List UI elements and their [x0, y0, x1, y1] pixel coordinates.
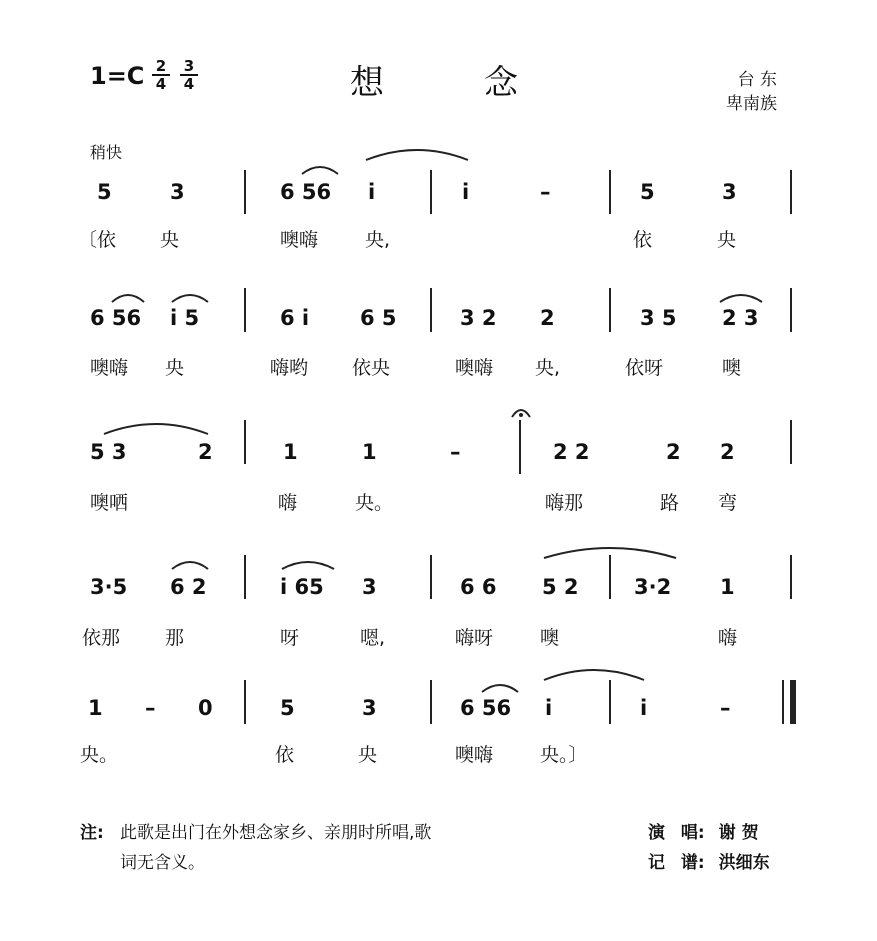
- barline: [244, 680, 246, 724]
- tempo-marking: 稍快: [90, 143, 123, 162]
- lyric: 央。〕: [540, 744, 588, 766]
- tie: [540, 660, 648, 684]
- origin-line-2: 卑南族: [726, 94, 777, 114]
- lyric: 依: [275, 744, 295, 766]
- barline: [430, 555, 432, 599]
- slur: [480, 678, 520, 694]
- lyric: 央: [717, 229, 737, 251]
- note: 5 3: [90, 440, 127, 464]
- credit-transcriber-label-2: 谱:: [680, 853, 705, 873]
- lyric: 噢嗨: [455, 744, 494, 766]
- note: i: [545, 696, 553, 720]
- barline: [244, 555, 246, 599]
- lyric: 噢哂: [90, 492, 129, 514]
- note: 2: [720, 440, 735, 464]
- note: 6 5: [360, 306, 397, 330]
- note: 3: [362, 696, 377, 720]
- note: –: [720, 696, 731, 720]
- lyric: 依: [633, 229, 653, 251]
- note: 2 2: [553, 440, 590, 464]
- note: 2: [540, 306, 555, 330]
- origin-line-1: 台 东: [737, 70, 777, 90]
- barline: [430, 680, 432, 724]
- note: 6 56: [460, 696, 512, 720]
- note: 1: [362, 440, 377, 464]
- slur: [170, 288, 210, 304]
- note: 6 56: [90, 306, 142, 330]
- lyric: 嗨那: [545, 492, 584, 514]
- slur: [718, 288, 764, 304]
- lyric: 噢嗨: [455, 357, 494, 379]
- note: i: [462, 180, 470, 204]
- lyric: 路: [660, 492, 680, 514]
- barline: [244, 288, 246, 332]
- note: i 5: [170, 306, 200, 330]
- lyric: 弯: [718, 492, 738, 514]
- footnote-line-1: 此歌是出门在外想念家乡、亲朋时所唱,歌: [120, 823, 432, 843]
- lyric: 央。: [80, 744, 119, 766]
- lyric: 央: [165, 357, 185, 379]
- note: 3 2: [460, 306, 497, 330]
- note: –: [450, 440, 461, 464]
- note: 2: [198, 440, 213, 464]
- tie: [362, 140, 472, 164]
- note: 5 2: [542, 575, 579, 599]
- barline: [609, 170, 611, 214]
- slur: [280, 555, 336, 571]
- footnote-line-2: 词无含义。: [120, 853, 205, 873]
- lyric: 央。: [355, 492, 394, 514]
- note: 3·5: [90, 575, 128, 599]
- barline: [244, 420, 246, 464]
- note: i: [640, 696, 648, 720]
- note: 6 2: [170, 575, 207, 599]
- slur: [170, 555, 210, 571]
- note: 1: [283, 440, 298, 464]
- time-sig-1-bottom: 4: [155, 75, 167, 93]
- barline: [790, 420, 792, 464]
- note: 6 6: [460, 575, 497, 599]
- slur: [540, 538, 680, 562]
- barline: [790, 170, 792, 214]
- barline: [609, 288, 611, 332]
- lyric: 央: [358, 744, 378, 766]
- note: 1: [720, 575, 735, 599]
- credit-performer-name: 谢 贺: [718, 823, 759, 843]
- lyric: 呀: [280, 627, 300, 649]
- slur: [300, 160, 340, 176]
- lyric: 噢: [722, 357, 742, 379]
- final-barline-thin: [782, 680, 784, 724]
- lyric: 嗨哟: [270, 357, 309, 379]
- song-title-char-2: 念: [484, 63, 524, 103]
- lyric: 央,: [535, 357, 561, 379]
- barline: [790, 555, 792, 599]
- credit-transcriber: [648, 848, 770, 878]
- note: 2 3: [722, 306, 759, 330]
- footnote-label: 注:: [80, 823, 104, 843]
- footnote-text: [120, 818, 431, 878]
- lyric: 嗨: [278, 492, 298, 514]
- origin-info: [726, 68, 777, 116]
- fermata-icon: [510, 403, 532, 421]
- credit-performer: [648, 818, 759, 848]
- lyric: 依那: [82, 627, 121, 649]
- note: 0: [198, 696, 213, 720]
- note: 2: [666, 440, 681, 464]
- note: 3: [362, 575, 377, 599]
- note: 1: [88, 696, 103, 720]
- note: –: [145, 696, 156, 720]
- time-sig-2-top: 3: [180, 58, 198, 76]
- lyric: 依央: [352, 357, 391, 379]
- barline: [430, 288, 432, 332]
- note: i 65: [280, 575, 324, 599]
- barline: [790, 288, 792, 332]
- barline: [609, 680, 611, 724]
- lyric: 〔依: [78, 229, 117, 251]
- credit-performer-label-2: 唱:: [680, 823, 705, 843]
- note: 3: [722, 180, 737, 204]
- note: –: [540, 180, 551, 204]
- lyric: 那: [165, 627, 185, 649]
- lyric: 嗯,: [360, 627, 386, 649]
- time-sig-2-bottom: 4: [183, 75, 195, 93]
- barline: [430, 170, 432, 214]
- barline: [244, 170, 246, 214]
- lyric: 嗨: [718, 627, 738, 649]
- time-signature-1: [152, 58, 170, 92]
- final-barline-thick: [790, 680, 796, 724]
- lyric: 依呀: [625, 357, 664, 379]
- note: 5: [97, 180, 112, 204]
- key-signature: 1=C: [90, 62, 145, 90]
- note: 5: [640, 180, 655, 204]
- lyric: 嗨呀: [455, 627, 494, 649]
- note: 3·2: [634, 575, 672, 599]
- slur: [110, 288, 146, 304]
- credit-transcriber-label: 记: [648, 853, 665, 873]
- note: 5: [280, 696, 295, 720]
- lyric: 噢嗨: [90, 357, 129, 379]
- barline: [519, 420, 521, 474]
- time-signature-2: [180, 58, 198, 92]
- note: 6 56: [280, 180, 332, 204]
- lyric: 噢: [540, 627, 560, 649]
- song-title-char-1: 想: [350, 63, 390, 103]
- slur: [100, 414, 212, 436]
- note: 6 i: [280, 306, 310, 330]
- time-sig-1-top: 2: [152, 58, 170, 76]
- lyric: 央: [160, 229, 180, 251]
- note: i: [368, 180, 376, 204]
- lyric: 央,: [365, 229, 391, 251]
- note: 3 5: [640, 306, 677, 330]
- note: 3: [170, 180, 185, 204]
- credit-transcriber-name: 洪细东: [718, 853, 770, 873]
- credit-performer-label: 演: [648, 823, 665, 843]
- lyric: 噢嗨: [280, 229, 319, 251]
